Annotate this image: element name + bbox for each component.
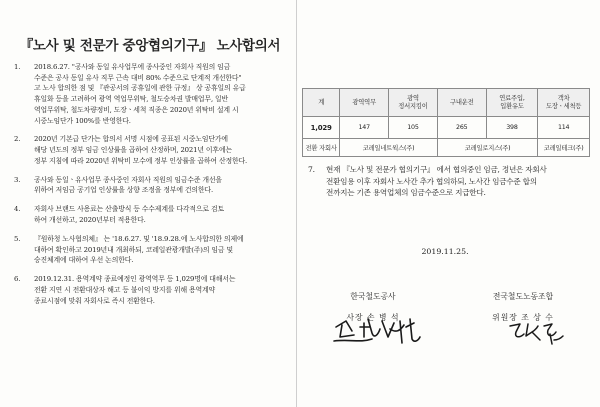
conversion-table bbox=[302, 88, 590, 157]
table-row bbox=[303, 139, 590, 157]
table-cell: 코레일네트웍스(주) bbox=[340, 139, 438, 157]
table-header: 광역 정서지킴이 bbox=[389, 89, 438, 117]
signatory-org: 한국철도공사 bbox=[350, 292, 396, 301]
item-text: 현재 『노사 및 전문가 협의기구』 에서 협의중인 임금, 정년은 자회사 전환임용 이후 자회사 노사간 추가 협의하되, 노사간 임금수준 합의 전까지는 기존 용역업체의 임금수준으로 지급한다. bbox=[326, 165, 547, 198]
agreement-item bbox=[14, 175, 290, 196]
agreement-item-7 bbox=[308, 164, 592, 199]
table-cell: 398 bbox=[486, 117, 538, 139]
table-cell: 265 bbox=[437, 117, 486, 139]
table-cell: 105 bbox=[389, 117, 438, 139]
agreement-date: 2019.11.25. bbox=[421, 247, 469, 256]
table-header: 객차 도장ㆍ세척등 bbox=[538, 89, 590, 117]
item-number: 1. bbox=[14, 63, 21, 71]
document-title: 『노사 및 전문가 중앙협의기구』 노사합의서 bbox=[19, 38, 281, 54]
table-header: 광역역무 bbox=[340, 89, 389, 117]
table-header: 계 bbox=[303, 89, 340, 117]
item-number: 4. bbox=[14, 205, 21, 214]
table-header-row bbox=[303, 89, 590, 117]
handwritten-signature-left bbox=[330, 313, 424, 349]
table-cell: 코레일로지스(주) bbox=[437, 139, 537, 157]
signatory-name: 위원장 조 상 수 bbox=[492, 313, 554, 322]
table-row bbox=[303, 117, 590, 139]
table-cell-label: 전환 자회사 bbox=[303, 139, 340, 157]
item-text: 공사와 동일ㆍ유사업무 종사중인 자회사 직원의 임금수준 개선을 위하여 저임금 공기업 인상률을 상향 조정을 정부에 건의한다. bbox=[34, 175, 222, 195]
table-header: 구내운전 bbox=[437, 89, 486, 117]
agreement-item bbox=[14, 134, 290, 166]
item-text: 2018.6.27. "공사와 동일 유사업무에 종사중인 자회사 직원의 임금 수준은 공사 동일 유사 직무 근속 대비 80% 수준으로 단계적 개선한다" 고 노사 합의한 점 및 『관공서의 공휴일에 관한 규정』 상 공휴일의 유급 휴일화 등을 고려하여 광역 역업무위탁, 철도승차권 발매업무, 일반 역업무위탁, 철도차량정비, 도장ㆍ세척 직종은 2020년 위탁비 설계 시 시중노임단가 100%를 반영한다. bbox=[34, 63, 246, 125]
table-header: 연료주입, 입환유도 bbox=[486, 89, 538, 117]
page-divider bbox=[296, 0, 297, 407]
item-number: 6. bbox=[14, 275, 21, 284]
agreement-item bbox=[14, 62, 290, 126]
item-text: 2019.12.31. 용역계약 종료예정인 광역역무 등 1,029명에 대해서는 전환 지연 시 전환대상자 해고 등 불이익 방지를 위해 용역계약 종료시점에 맞춰 자회사로 즉시 전환한다. bbox=[34, 275, 236, 305]
item-number: 2. bbox=[14, 135, 21, 144]
item-text: 2020년 기본급 단가는 합의서 서명 시점에 공표된 시중노임단가에 해당 년도의 정부 임금 인상률을 곱하여 산정하며, 2021년 이후에는 정부 지침에 따라 2020년 위탁비 모수에 정부 인상률을 곱하여 산정한다. bbox=[34, 135, 248, 165]
table-cell: 114 bbox=[538, 117, 590, 139]
table-cell: 코레일테크(주) bbox=[538, 139, 590, 157]
table-cell-total: 1,029 bbox=[303, 117, 340, 139]
item-text: 자회사 브랜드 사용료는 산출방식 등 수수제계를 다각적으로 검토 하여 개선하고, 2020년부터 적용한다. bbox=[34, 205, 224, 224]
item-number: 5. bbox=[14, 234, 21, 243]
item-number: 3. bbox=[14, 175, 21, 184]
signatory-name: 사장 손 병 석 bbox=[346, 313, 400, 322]
table-cell: 147 bbox=[340, 117, 389, 139]
item-number: 7. bbox=[308, 165, 315, 174]
agreement-item bbox=[14, 204, 290, 225]
signatory-org: 전국철도노동조합 bbox=[492, 292, 554, 301]
item-text: 『원하청 노사협의체』 는 '18.6.27. 및 '18.9.28.에 노사합의한 의제에 대하여 확인하고 2019년내 개최하되, 코레일관광개발(주)의 임금 및 승진체계에 대하여 우선 논의한다. bbox=[34, 234, 244, 265]
agreement-item bbox=[14, 274, 290, 306]
agreement-item bbox=[14, 234, 290, 266]
handwritten-signature-right bbox=[506, 318, 566, 348]
agreement-items bbox=[14, 62, 290, 314]
